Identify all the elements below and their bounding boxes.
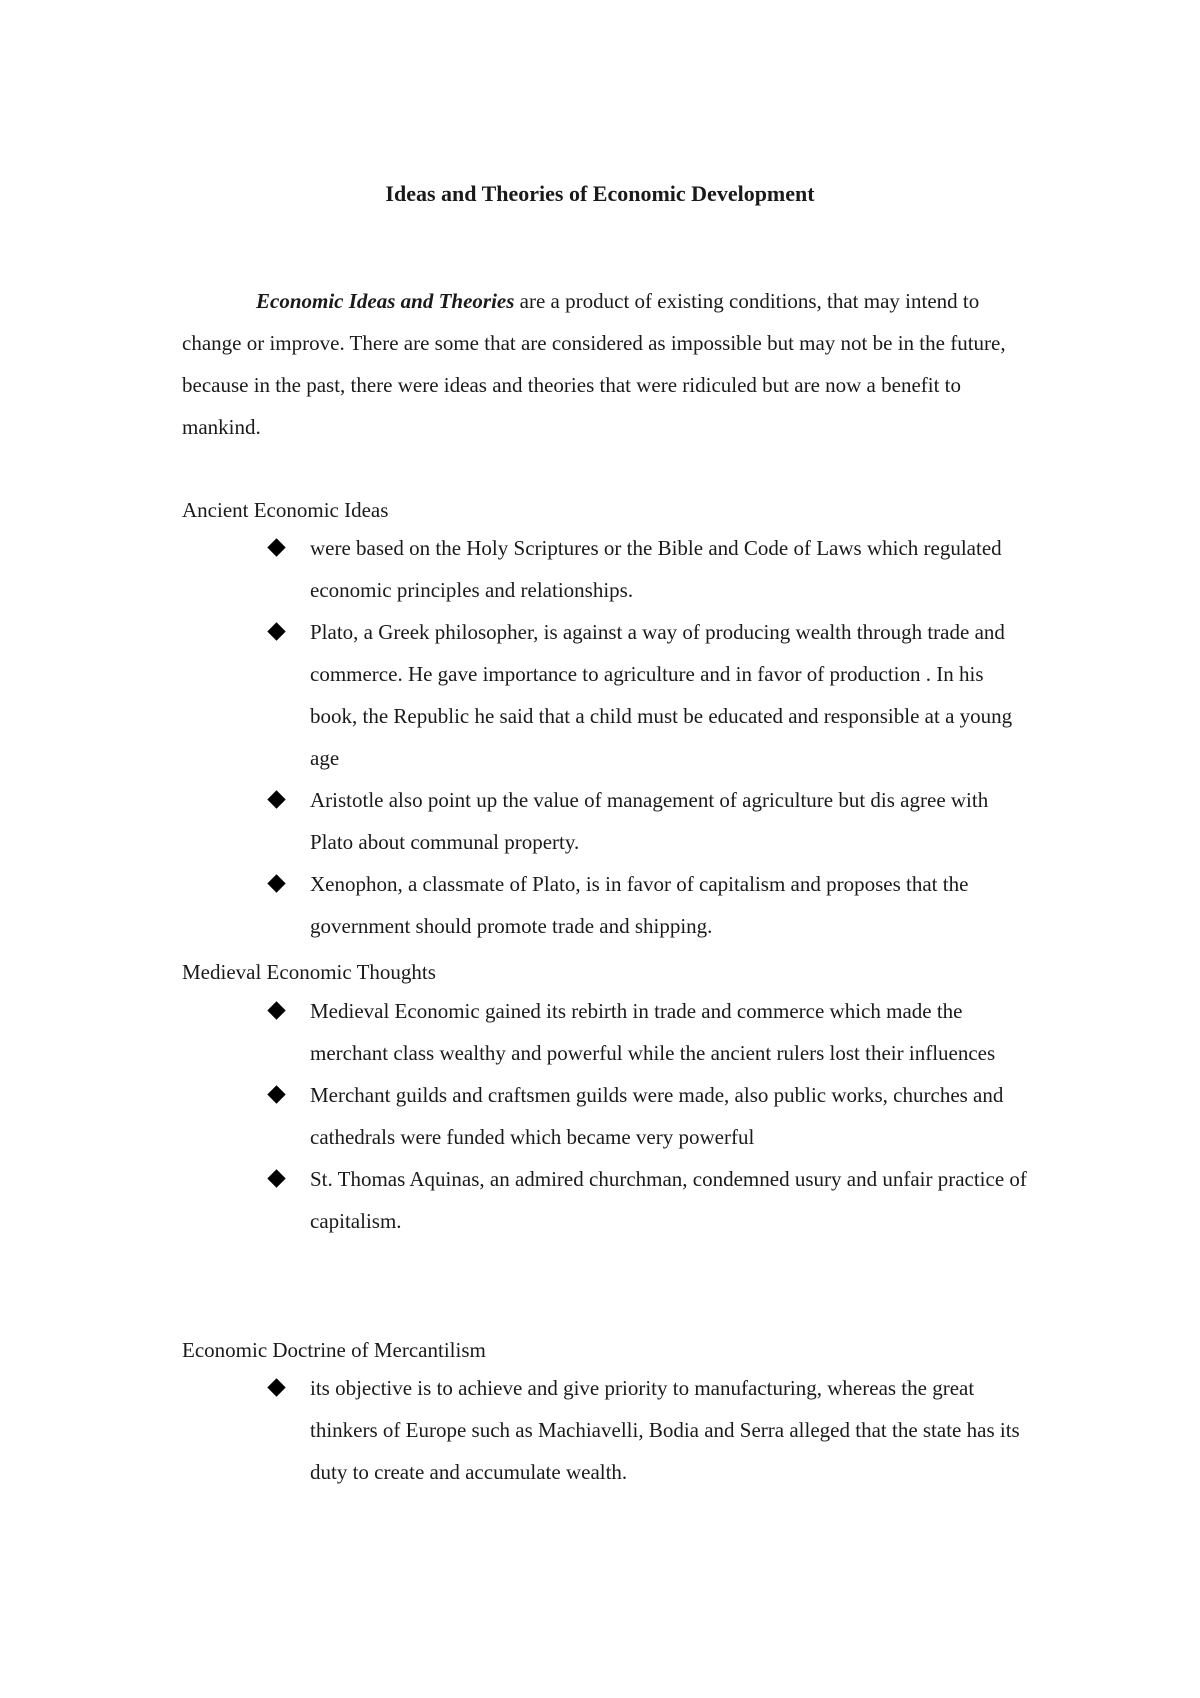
list-item <box>268 863 1028 947</box>
list-item-text: were based on the Holy Scriptures or the Bible and Code of Laws which regulated economic principles and relationships. <box>310 536 1002 602</box>
list-item <box>268 1367 1028 1493</box>
diamond-bullet-icon <box>267 1085 285 1103</box>
list-item <box>268 990 1028 1074</box>
list-item <box>268 1074 1028 1158</box>
diamond-bullet-icon <box>267 790 285 808</box>
bullet-list-mercantilism <box>268 1367 1028 1493</box>
intro-text: are a product of existing conditions, that may intend to change or improve. There are some that are considered as impossible but may not be in the future, because in the past, there were ideas and theories that were ridiculed but are now a benefit to mankind. <box>182 289 1006 439</box>
section-heading-ancient: Ancient Economic Ideas <box>182 498 389 522</box>
list-item-text: Aristotle also point up the value of management of agriculture but dis agree with Plato about communal property. <box>310 788 989 854</box>
list-item <box>268 779 1028 863</box>
document-title: Ideas and Theories of Economic Development <box>385 181 815 206</box>
diamond-bullet-icon <box>267 1169 285 1187</box>
section-heading-medieval: Medieval Economic Thoughts <box>182 960 436 984</box>
list-item <box>268 1158 1028 1242</box>
diamond-bullet-icon <box>267 1378 285 1396</box>
intro-paragraph <box>182 280 1032 448</box>
bullet-list-ancient <box>268 527 1028 947</box>
bullet-list-medieval <box>268 990 1028 1242</box>
list-item-text: Merchant guilds and craftsmen guilds were made, also public works, churches and cathedrals were funded which became very powerful <box>310 1083 1004 1149</box>
list-item-text: St. Thomas Aquinas, an admired churchman, condemned usury and unfair practice of capitalism. <box>310 1167 1027 1233</box>
list-item-text: Medieval Economic gained its rebirth in trade and commerce which made the merchant class wealthy and powerful while the ancient rulers lost their influences <box>310 999 996 1065</box>
intro-emphasis: Economic Ideas and Theories <box>256 289 515 313</box>
list-item <box>268 527 1028 611</box>
list-item-text: Xenophon, a classmate of Plato, is in favor of capitalism and proposes that the government should promote trade and shipping. <box>310 872 969 938</box>
diamond-bullet-icon <box>267 1001 285 1019</box>
diamond-bullet-icon <box>267 622 285 640</box>
diamond-bullet-icon <box>267 538 285 556</box>
list-item <box>268 611 1028 779</box>
diamond-bullet-icon <box>267 874 285 892</box>
list-item-text: its objective is to achieve and give priority to manufacturing, whereas the great thinkers of Europe such as Machiavelli, Bodia and Serra alleged that the state has its duty to create and accumulate wealth. <box>310 1376 1020 1484</box>
list-item-text: Plato, a Greek philosopher, is against a way of producing wealth through trade and commerce. He gave importance to agriculture and in favor of production . In his book, the Republic he said that a child must be educated and responsible at a young age <box>310 620 1013 770</box>
section-heading-mercantilism: Economic Doctrine of Mercantilism <box>182 1338 486 1362</box>
